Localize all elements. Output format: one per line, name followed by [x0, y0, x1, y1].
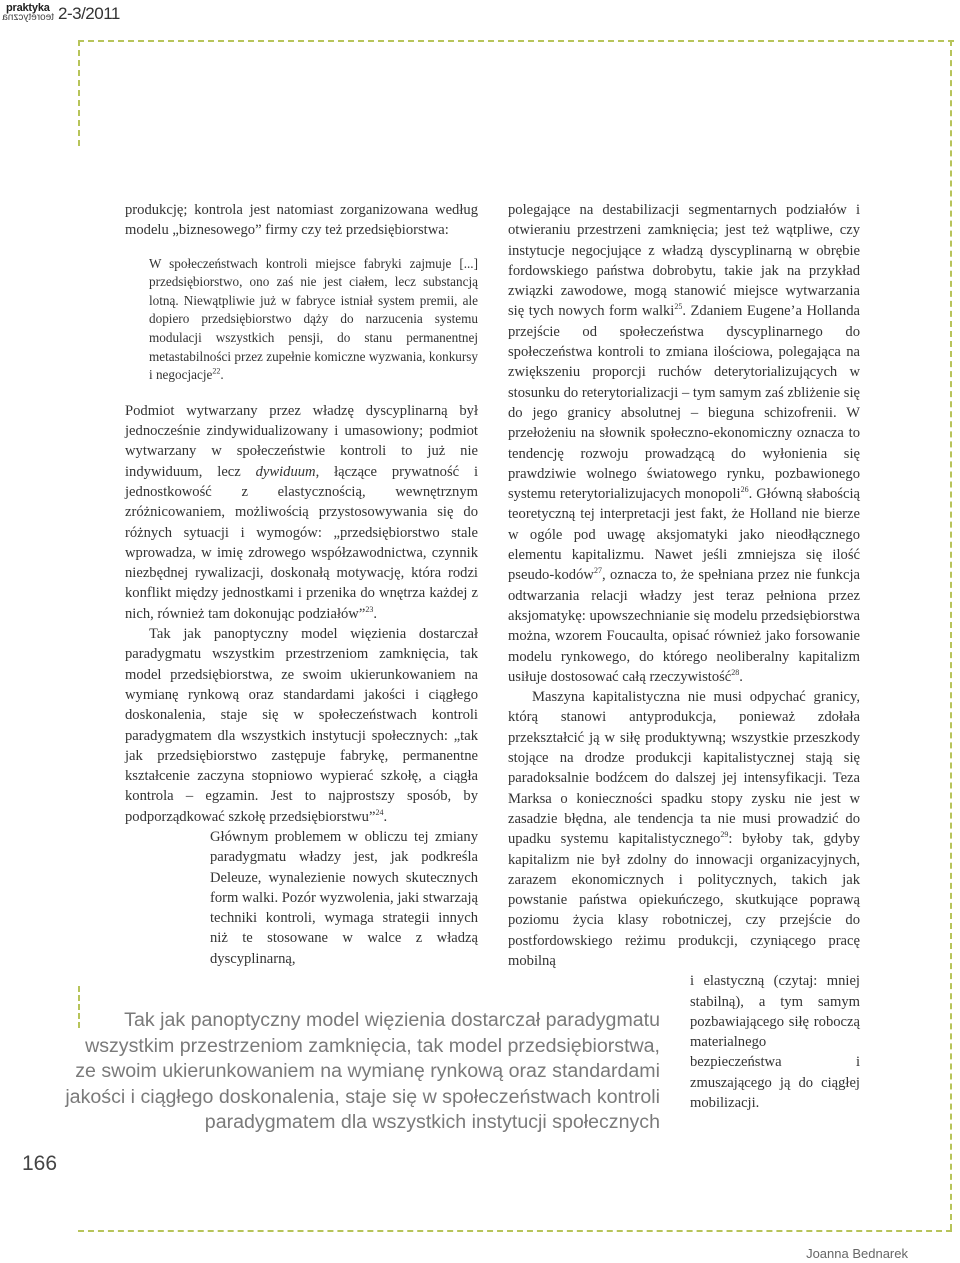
author-name: Joanna Bednarek — [806, 1246, 908, 1261]
right-dashed-rule — [950, 40, 952, 1230]
footnote-ref: 28 — [731, 667, 740, 677]
page-number: 166 — [22, 1152, 58, 1175]
paragraph: polegające na destabilizacji segmentarnych podziałów i otwieraniu przestrzeni zamknięcia; jest też wątpliwe, czy instytucje negocjujące z władzą dyscyplinarną w obrębie fordowskiego państwa dobrobytu, takie jak na przykład związki zawodowe, mogą stanowić miejsce wytwarzania się tych nowych form walki$^{25}$. Zdaniem Eugene’a Hollanda przejście od społeczeństwa dyscyplinarnego do społeczeństwa kontroli to zmiana ilościowa, polegająca na zwiększeniu proporcji ruchów deterytorializujących w stosunku do reterytorializacji – tym samym zaś zbliżenie się do jego granicy absolutnej – bieguna schizofrenii. W przełożeniu na słownik społeczno-ekonomiczny oznacza to tendencję rozwoju prowadzącą do wyłonienia się prawdziwie wolnego światowego rynku, pozbawionego systemu reterytorializujacych monopoli$^{26}$. Główną słabością teoretyczną tej interpretacji jest fakt, że Holland nie bierze w ogóle pod uwagę aksjomatyki jako nieodłącznego elementu kapitalizmu. Nawet jeśli zmniejsza się ilość pseudo-kodów$^{27}$, oznacza to, że spełniana przez nie funkcja odtwarzania relacji władzy jest teraz pełniona przez aksjomatykę: upowszechnianie się modelu przedsiębiorstwa można, wzorem Foucaulta, opisać również jako forsowanie modelu rynkowego, do którego neoliberalny kapitalizm usiłuje dostosować całą rzeczywistość$^{28}$. — [508, 202, 860, 685]
pull-quote-line: Tak jak panoptyczny model więzienia dostarczał paradygmatu — [124, 1009, 660, 1031]
issue-number: 2-3/2011 — [58, 4, 120, 23]
paragraph: produkcję; kontrola jest natomiast zorganizowana według modelu „biznesowego” firmy czy też przedsiębiorstwa: — [125, 202, 478, 239]
top-dashed-rule — [78, 40, 954, 42]
block-quote: W społeczeństwach kontroli miejsce fabryki zajmuje [...] przedsiębiorstwo, ono zaś nie jest ciałem, lecz substancją lotną. Niewątpliwie już w fabryce istniał system premii, ale dopiero przedsiębiorstwo dąży do narzucenia systemu modulacji wszystkich pensji, do stanu permanentnej metastabilności przez zupełnie komiczne wyzwania, konkursy i negocjacje$^{22}$. — [149, 255, 478, 383]
pull-quote — [20, 1008, 660, 1136]
emphasis: dywiduum — [255, 463, 316, 480]
footnote-ref: 27 — [593, 566, 602, 576]
paragraph: Głównym problemem w obliczu tej zmiany paradygmatu władzy jest, jak podkreśla Deleuze, wynalezienie nowych skutecznych form walki. Pozór wyzwolenia, jaki stwarzają techniki kontroli, wymaga strategii innych niż te stosowane w walce z władzą dyscyplinarną, — [210, 828, 478, 967]
footnote-ref: 24 — [375, 807, 384, 817]
paragraph: Podmiot wytwarzany przez władzę dyscyplinarną był jednocześnie zindywidualizowany i umasowiony; podmiot wytwarzany w społeczeństwie kontroli to już nie indywiduum, lecz dywiduum, łączące prywatność i jednostkowość z elastycznością, wewnętrznym zróżnicowaniem, możliwością przystosowywania się do różnych sytuacji i wymogów: „przedsiębiorstwo stale wprowadza, w imię zdrowego współzawodnictwa, czynnik niezbędnej rywalizacji, doskonałą motywację, która rodzi konflikt między jednostkami i przenika do wnętrza każdej z nich, również tam dokonując podziałów”$^{23}$. — [125, 402, 478, 622]
pull-quote-line: paradygmatem dla wszystkich instytucji społecznych — [204, 1111, 660, 1134]
journal-logo — [4, 2, 134, 24]
pull-quote-line: jakości i ciągłego doskonalenia, staje się w społeczeństwach kontroli — [65, 1085, 660, 1108]
pull-quote-line: ze swoim ukierunkowaniem na wymianę rynkową oraz standardami — [75, 1060, 660, 1083]
paragraph: Maszyna kapitalistyczna nie musi odpychać granicy, którą stanowi antyprodukcja, ponieważ zdołała przekształcić ją w siłę produktywną; wszystkie przeszkody stojące na drodze produkcji kapitalistycznej stają się paradoksalnie bodźcem do dalszej jej intensyfikacji. Teza Marksa o konieczności spadku stopy zysku nie jest w zasadzie błędna, ale tendencja ta nie musi prowadzić do upadku systemu kapitalistycznego$^{29}$: byłoby tak, gdyby kapitalizm nie był zdolny do innowacji organizacyjnych, zarazem ekonomicznych i politycznych, takich jak powstanie państwa opiekuńczego, skutkujące poprawą poziomu życia klasy robotniczej, czy przejście do postfordowskiego reżimu produkcji, czyniącego pracę mobilną — [508, 689, 860, 969]
footnote-ref: 29 — [720, 830, 729, 840]
paragraph: i elastyczną (czytaj: mniej stabilną), a tym samym pozbawiającego siłę roboczą materialnego bezpieczeństwa i zmuszającego ją do ciągłej mobilizacji. — [690, 973, 860, 1112]
footnote-ref: 22 — [212, 366, 221, 376]
logo-title: praktyka — [6, 2, 50, 14]
right-column — [508, 200, 860, 1113]
footnote-ref: 25 — [674, 302, 683, 312]
left-column — [125, 200, 478, 969]
pull-quote-line: wszystkim przestrzeniom zamknięcia, tak model przedsiębiorstwa, — [85, 1034, 660, 1057]
top-left-dashed-rule — [78, 40, 80, 146]
logo-mirrored-subtitle: teoretyczna — [2, 12, 54, 23]
footnote-ref: 26 — [740, 485, 749, 495]
paragraph: Tak jak panoptyczny model więzienia dostarczał paradygmatu wszystkim przestrzeniom zamknięcia, tak model przedsiębiorstwa, ze swoim ukierunkowaniem na wymianę rynkową oraz standardami jakości i ciągłego doskonalenia, staje się w społeczeństwach kontroli paradygmatem dla wszystkich instytucji społecznych: „tak jak przedsiębiorstwo zastępuje fabrykę, permanentne kształcenie zaczyna stopniowo wypierać szkołę, a ciągła kontrola – egzamin. Jest to najprostszy sposób, by podporządkować szkołę przedsiębiorstwu”$^{24}$. — [125, 626, 478, 825]
bottom-dashed-rule — [78, 1230, 952, 1232]
footnote-ref: 23 — [365, 604, 374, 614]
